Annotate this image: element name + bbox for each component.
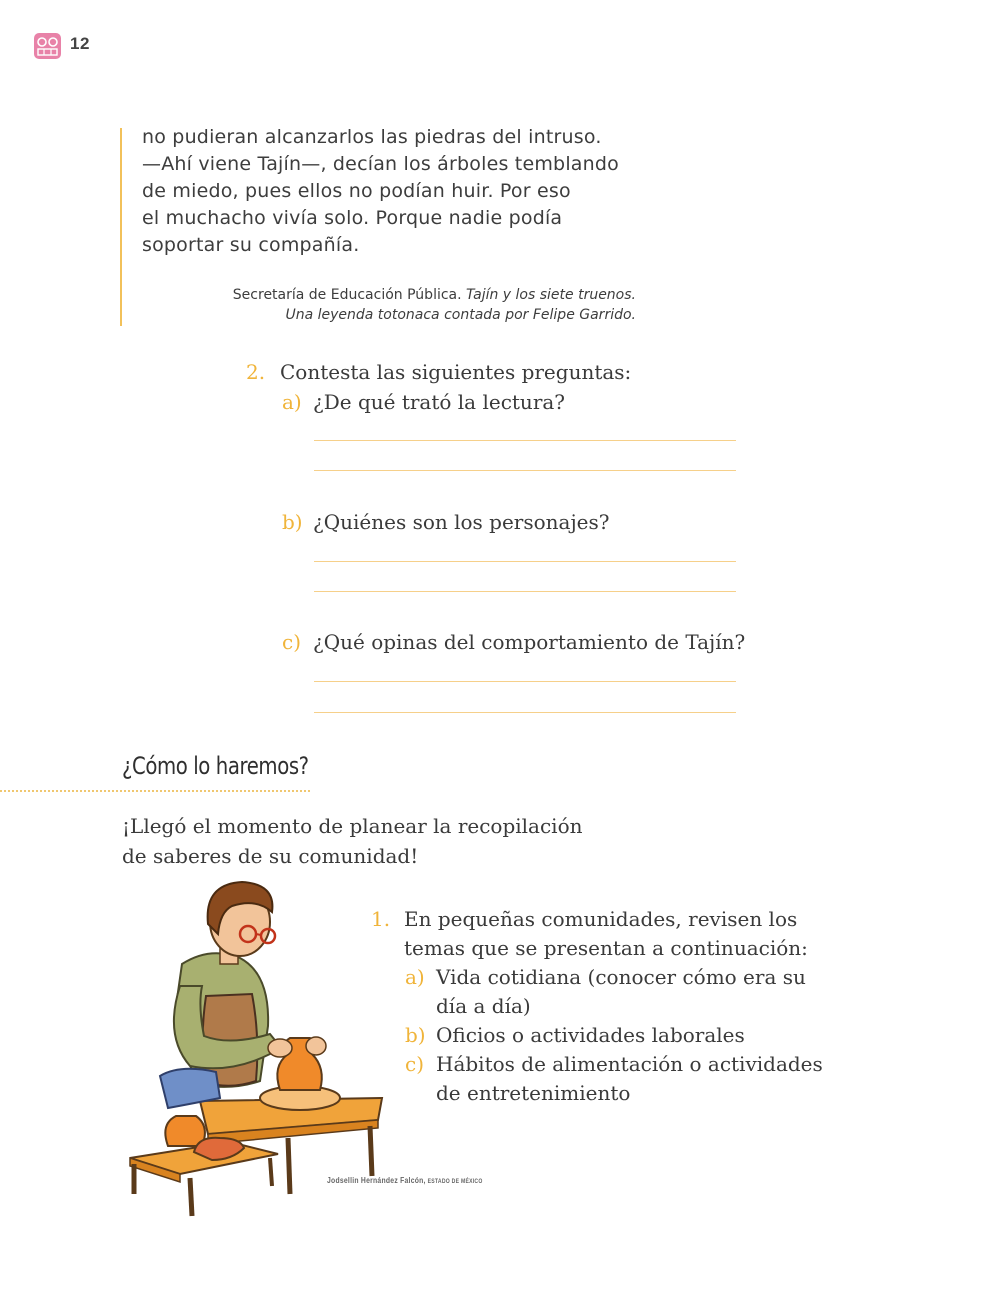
topic-letter: b) <box>405 1023 426 1047</box>
excerpt-line: soportar su compañía. <box>142 234 360 256</box>
question-letter: a) <box>282 390 302 414</box>
quote-bar <box>120 128 122 326</box>
answer-line[interactable] <box>314 440 736 441</box>
topic-item <box>405 1021 745 1050</box>
citation-title: Tajín y los siete truenos. <box>466 287 636 303</box>
citation <box>150 285 636 325</box>
answer-line[interactable] <box>314 591 736 592</box>
topic-item <box>405 1050 823 1079</box>
section-intro <box>122 811 642 871</box>
reading-excerpt <box>142 124 662 259</box>
question-prompt <box>246 360 631 384</box>
excerpt-line: —Ahí viene Tajín—, decían los árboles temblando <box>142 153 619 175</box>
question-text: ¿Qué opinas del comportamiento de Tajín? <box>313 630 746 654</box>
topic-letter: c) <box>405 1052 425 1076</box>
answer-line[interactable] <box>314 561 736 562</box>
section-divider <box>0 790 310 792</box>
answer-line[interactable] <box>314 681 736 682</box>
question-item <box>282 390 565 414</box>
question-letter: c) <box>282 630 302 654</box>
citation-source: Secretaría de Educación Pública. <box>232 287 462 303</box>
illustration-credit <box>327 1176 483 1185</box>
intro-line: de saberes de su comunidad! <box>122 844 419 868</box>
section-title: ¿Cómo lo haremos? <box>122 752 309 780</box>
question-letter: b) <box>282 510 303 534</box>
excerpt-line: no pudieran alcanzarlos las piedras del intruso. <box>142 126 602 148</box>
activity-number: 1. <box>371 907 391 931</box>
topic-text: Oficios o actividades laborales <box>436 1023 745 1047</box>
answer-line[interactable] <box>314 470 736 471</box>
question-text: ¿De qué trató la lectura? <box>313 390 566 414</box>
potter-illustration <box>120 876 390 1221</box>
topic-text-continued: de entretenimiento <box>436 1081 631 1105</box>
question-number: 2. <box>246 360 266 384</box>
credit-state: ESTADO DE MÉXICO <box>427 1179 483 1185</box>
excerpt-line: el muchacho vivía solo. Porque nadie podía <box>142 207 563 229</box>
citation-subtitle: Una leyenda totonaca contada por Felipe Garrido. <box>285 307 636 323</box>
activity-line: En pequeñas comunidades, revisen los <box>404 907 798 931</box>
book-logo-icon <box>34 33 61 59</box>
intro-line: ¡Llegó el momento de planear la recopilación <box>122 814 583 838</box>
activity-line: temas que se presentan a continuación: <box>404 936 808 960</box>
topic-text-continued: día a día) <box>436 994 531 1018</box>
topic-item <box>405 963 806 992</box>
topic-text: Hábitos de alimentación o actividades <box>436 1052 823 1076</box>
credit-name: Jodsellin Hernández Falcón, <box>327 1176 426 1185</box>
question-prompt-text: Contesta las siguientes preguntas: <box>280 360 632 384</box>
topic-text: Vida cotidiana (conocer cómo era su <box>436 965 806 989</box>
activity-item <box>371 905 797 934</box>
question-text: ¿Quiénes son los personajes? <box>313 510 610 534</box>
question-item <box>282 630 745 654</box>
page-number: 12 <box>70 34 90 53</box>
answer-line[interactable] <box>314 712 736 713</box>
question-item <box>282 510 610 534</box>
excerpt-line: de miedo, pues ellos no podían huir. Por eso <box>142 180 571 202</box>
topic-letter: a) <box>405 965 425 989</box>
